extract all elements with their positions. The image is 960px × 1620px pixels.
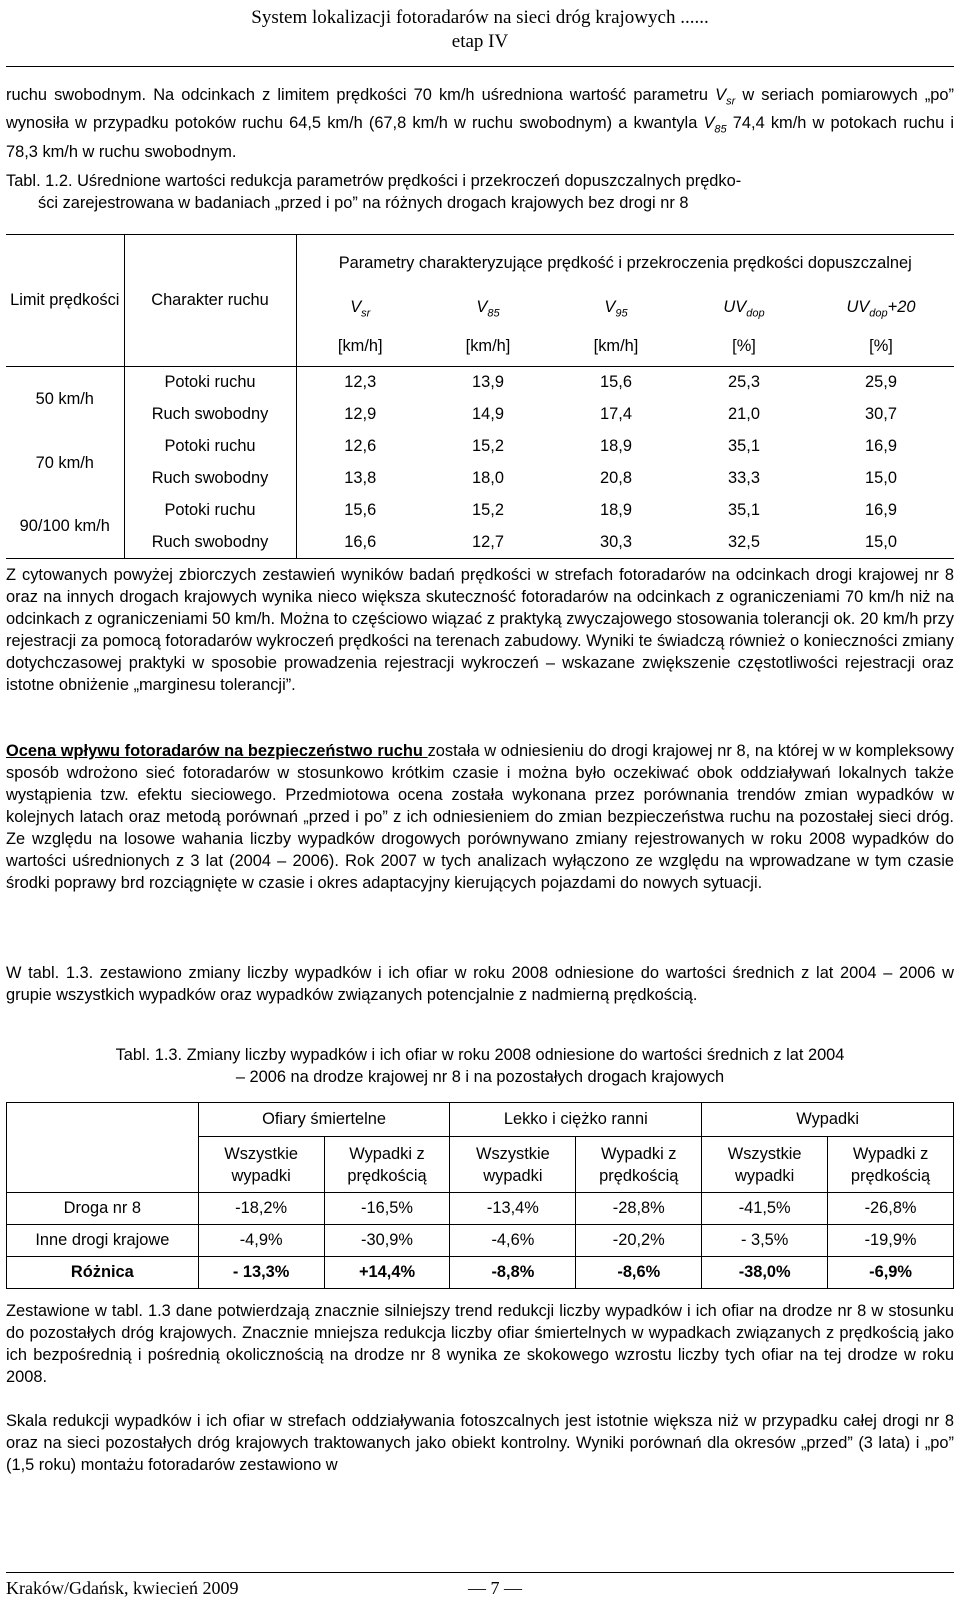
param-symbol: $V_{85}$ <box>476 297 500 320</box>
traffic-character-cell: Ruch swobodny <box>124 399 296 431</box>
value-cell: 13,9 <box>472 373 504 392</box>
table2-caption: Tabl. 1.3. Zmiany liczby wypadków i ich ofiar w roku 2008 odniesione do wartości średnich z lat 2004 – 2006 na drodze krajowej nr 8 i na pozostałych drogach krajowych <box>115 1046 845 1086</box>
value-cell: 30,7 <box>865 405 897 423</box>
value-cell: - 13,3% <box>198 1257 324 1289</box>
speed-limit-cell: 50 km/h <box>6 367 124 431</box>
paragraph-safety-assessment: Ocena wpływu fotoradarów na bezpieczeństwo ruchu została w odniesieniu do drogi krajowej nr 8, na której w w kompleksowy sposób wdrożono sieć fotoradarów w stosunkowo krótkim czasie i można było oczekiwać obok oddziaływań lokalnych także wystąpienia tzw. efektu sieciowego. Przedmiotowa ocena została wykonana przez porównania trendów zmian wypadków w kolejnych latach oraz metodą porównań „przed i po” z ich odniesieniem do zmian bezpieczeństwa ruchu na pozostałej sieci dróg. Ze względu na losowe wahania liczby wypadków drogowych porównywano zmiany rejestrowanych w roku 2008 wypadków do wartości uśrednionych z 3 lat (2004 – 2006). Rok 2007 w tych analizach wyłączono ze względu na wprowadzane w tym czasie środki poprawy brd rozciągnięte w czasie i okres adaptacyjny kierujących pojazdami do nowych sytuacji. <box>6 742 954 892</box>
header-character: Charakter ruchu <box>124 235 296 367</box>
value-cell: 18,9 <box>600 501 632 519</box>
table-row <box>6 431 954 463</box>
header-divider <box>6 66 954 67</box>
value-cell: 15,6 <box>600 373 632 392</box>
value-cell: +14,4% <box>324 1257 450 1289</box>
header-title: System lokalizacji fotoradarów na sieci dróg krajowych ...... <box>251 7 709 28</box>
value-cell: -30,9% <box>324 1225 450 1257</box>
value-cell: 20,8 <box>600 469 632 487</box>
paragraph-conclusions: Z cytowanych powyżej zbiorczych zestawień wyników badań prędkości w strefach fotoradarów na odcinkach drogi krajowej nr 8 oraz na innych drogach krajowych wynika nieco większa skuteczność fotoradarów na odcinkach z ograniczeniami 70 km/h niż na odcinkach z ograniczeniami 50 km/h. Można to częściowo wiązać z praktyką zwyczajowego stosowania tolerancji ok. 20 km/h przy rejestracji za pomocą fotoradarów wykroczeń prędkości na terenach zabudowy. Wyniki te świadczą również o konieczności zmiany dotychczasowej praktyki w sposobie prowadzenia rejestracji wykroczeń – wskazane zwiększenie częstotliwości rejestracji oraz istotne obniżenie „marginesu tolerancji”. <box>6 566 954 694</box>
subheader-all-accidents: Wszystkie wypadki <box>702 1137 828 1193</box>
value-cell: 15,0 <box>808 527 954 559</box>
value-cell: -6,9% <box>828 1257 954 1289</box>
value-cell: 12,3 <box>344 373 377 392</box>
value-cell: 12,6 <box>344 437 377 455</box>
subheader-all-accidents: Wszystkie wypadki <box>450 1137 576 1193</box>
value-cell: 25,3 <box>728 373 760 392</box>
traffic-character-cell: Ruch swobodny <box>124 527 296 559</box>
group-header-cell: Ofiary śmiertelne <box>198 1103 450 1137</box>
table1-caption: Tabl. 1.2. Uśrednione wartości redukcja parametrów prędkości i przekroczeń dopuszczalnych prędko- ści zarejestrowana w badaniach „przed i po” na różnych drogach krajowych bez drogi nr 8 <box>6 172 742 212</box>
value-cell: -8,6% <box>576 1257 702 1289</box>
value-cell: -28,8% <box>576 1193 702 1225</box>
table-row <box>7 1225 954 1257</box>
table-row <box>6 527 954 559</box>
table-row <box>7 1193 954 1225</box>
value-cell: 30,3 <box>552 527 680 559</box>
unit-cell: [%] <box>808 327 954 367</box>
paragraph-scale: Skala redukcji wypadków i ich ofiar w strefach oddziaływania fotoszcalnych jest istotnie większa niż w przypadku całej drogi nr 8 oraz na sieci pozostałych dróg krajowych traktowanych jako obiekt kontrolny. Wyniki porównań dla okresów „przed” (3 lata) i „po” (1,5 roku) montażu fotoradarów zestawiono w <box>6 1412 954 1474</box>
value-cell: 15,2 <box>472 501 504 519</box>
value-cell: -18,2% <box>198 1193 324 1225</box>
paragraph-comparison: Zestawione w tabl. 1.3 dane potwierdzają znacznie silniejszy trend redukcji liczby wypadków i ich ofiar na drodze nr 8 w stosunku do pozostałych dróg krajowych. Znacznie mniejsza redukcja liczby ofiar śmiertelnych w wypadkach związanych z prędkością jako ich bezpośrednią i pośrednią okolicznością na drodze nr 8 wynika ze skokowego wzrostu liczby tych ofiar na tej drodze w roku 2008. <box>6 1302 954 1386</box>
value-cell: 15,6 <box>344 501 377 519</box>
value-cell: -16,5% <box>324 1193 450 1225</box>
table-row <box>7 1257 954 1289</box>
footer-place-date: Kraków/Gdańsk, kwiecień 2009 <box>6 1578 239 1598</box>
table-row <box>6 399 954 431</box>
traffic-character-cell: Potoki ruchu <box>124 431 296 463</box>
group-header-cell: Lekko i ciężko ranni <box>450 1103 702 1137</box>
value-cell: -8,8% <box>450 1257 576 1289</box>
subgroup-header-row <box>7 1137 954 1193</box>
table-row <box>6 367 954 399</box>
value-cell: -13,4% <box>450 1193 576 1225</box>
traffic-character-cell: Ruch swobodny <box>124 463 296 495</box>
row-label-cell: Inne drogi krajowe <box>7 1225 199 1257</box>
value-cell: 35,1 <box>728 437 760 455</box>
value-cell: 15,2 <box>472 437 504 455</box>
value-cell: 14,9 <box>472 405 504 423</box>
value-cell: 16,6 <box>296 527 424 559</box>
param-symbol: $V_{sr}$ <box>350 297 371 320</box>
value-cell: 12,7 <box>424 527 552 559</box>
value-cell: - 3,5% <box>702 1225 828 1257</box>
footer-divider <box>6 1572 954 1573</box>
value-cell: -41,5% <box>702 1193 828 1225</box>
value-cell: 13,8 <box>344 469 377 487</box>
subheader-speed-accidents: Wypadki z prędkością <box>576 1137 702 1193</box>
header-limit: Limit prędkości <box>6 235 124 367</box>
value-cell: 17,4 <box>600 405 632 423</box>
value-cell: -26,8% <box>828 1193 954 1225</box>
value-cell: 12,9 <box>344 405 377 423</box>
page-number: — 7 — <box>468 1578 522 1598</box>
unit-cell: [km/h] <box>296 327 424 367</box>
paragraph-table-intro: W tabl. 1.3. zestawiono zmiany liczby wypadków i ich ofiar w roku 2008 odniesione do wartości średnich z lat 2004 – 2006 w grupie wszystkich wypadków oraz wypadków związanych potencjalnie z nadmierną prędkością. <box>6 964 954 1004</box>
value-cell: 16,9 <box>865 501 897 519</box>
subheader-all-accidents: Wszystkie wypadki <box>198 1137 324 1193</box>
running-footer <box>6 1578 954 1599</box>
running-header <box>0 6 960 54</box>
value-cell: 33,3 <box>728 469 760 487</box>
speed-limit-cell: 90/100 km/h <box>6 495 124 559</box>
speed-limit-cell: 70 km/h <box>6 431 124 495</box>
value-cell: -20,2% <box>576 1225 702 1257</box>
value-cell: 32,5 <box>680 527 808 559</box>
value-cell: 35,1 <box>728 501 760 519</box>
traffic-character-cell: Potoki ruchu <box>124 367 296 399</box>
table-row <box>6 463 954 495</box>
value-cell: -4,9% <box>198 1225 324 1257</box>
value-cell: -38,0% <box>702 1257 828 1289</box>
row-label-cell: Droga nr 8 <box>7 1193 199 1225</box>
value-cell: 21,0 <box>728 405 760 423</box>
value-cell: 25,9 <box>865 373 897 392</box>
header-parameters: Parametry charakteryzujące prędkość i przekroczenia prędkości dopuszczalnej <box>296 235 954 291</box>
traffic-character-cell: Potoki ruchu <box>124 495 296 527</box>
subheader-speed-accidents: Wypadki z prędkością <box>324 1137 450 1193</box>
value-cell: -19,9% <box>828 1225 954 1257</box>
param-symbol: $UV_{dop}$ <box>723 297 765 320</box>
value-cell: 15,0 <box>865 469 897 487</box>
table-row <box>6 495 954 527</box>
subheader-speed-accidents: Wypadki z prędkością <box>828 1137 954 1193</box>
unit-cell: [km/h] <box>424 327 552 367</box>
group-header-cell: Wypadki <box>702 1103 954 1137</box>
row-label-cell: Różnica <box>7 1257 199 1289</box>
value-cell: -4,6% <box>450 1225 576 1257</box>
header-stage: etap IV <box>451 31 509 52</box>
value-cell: 16,9 <box>865 437 897 455</box>
unit-cell: [%] <box>680 327 808 367</box>
unit-cell: [km/h] <box>552 327 680 367</box>
value-cell: 18,9 <box>600 437 632 455</box>
accident-changes-table <box>6 1102 954 1289</box>
param-symbol: $V_{95}$ <box>604 297 628 320</box>
intro-paragraph: ruchu swobodnym. Na odcinkach z limitem prędkości 70 km/h uśredniona wartość parametru $V_{sr}$ w seriach pomiarowych „po” wynosiła w przypadku potoków ruchu 64,5 km/h (67,8 km/h w ruchu swobodnym) a kwantyla $V_{85}$ 74,4 km/h w potokach ruchu i 78,3 km/h w ruchu swobodnym. <box>6 86 955 161</box>
group-header-row <box>7 1103 954 1137</box>
value-cell: 18,0 <box>472 469 504 487</box>
speed-parameters-table <box>6 234 954 559</box>
param-symbol: $UV_{dop}+20$ <box>846 297 916 320</box>
